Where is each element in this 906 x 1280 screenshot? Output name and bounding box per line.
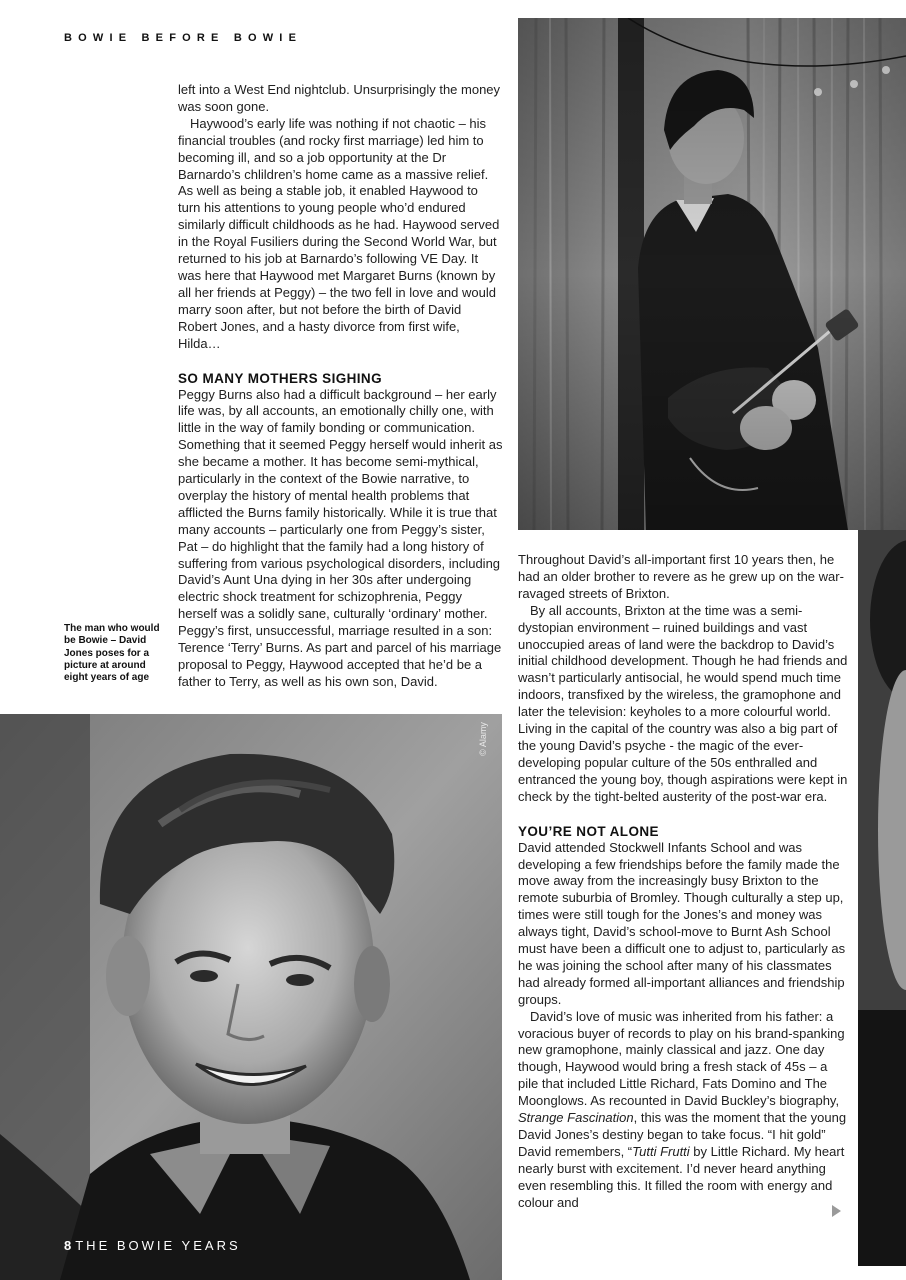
text-run: David’s love of music was inherited from his father: a voracious buyer of records to play on his brand-spanking new gramophone, mainly classical and jazz. One day though, Haywood would bring a fresh stack of 45s – a pile that included Little Richard, Fats Domino and The Moonglows. As recounted in David Buckley’s biography, — [518, 1008, 845, 1109]
paragraph: Haywood’s early life was nothing if not chaotic – his financial troubles (and rocky first marriage) led him to becoming ill, and so a job opportunity at the Dr Barnardo’s chlildren’s home came as a massive relief. As well as being a stable job, it enabled Haywood to turn his attentions to young people who’d endured similarly difficult childhoods as he had. Haywood served in the Royal Fusiliers during the Second World War, but returned to his job at Barnardo’s following VE Day. It was here that Haywood met Margaret Burns (known by all her friends at Peggy) – the two fell in love and would marry soon after, but not before the birth of David Robert Jones, and a hasty divorce from first wife, Hilda… — [178, 115, 500, 351]
text-run: by Little Richard. My heart nearly burst with excitement. I’d never heard anything even resembling this. It filled the room with energy and colour and — [518, 1143, 845, 1210]
photo-caption: The man who would be Bowie – David Jones poses for a picture at around eight years of age — [64, 623, 160, 684]
continue-arrow-icon — [832, 1205, 841, 1217]
paragraph: David attended Stockwell Infants School and was developing a few friendships before the family made the move away from the increasingly busy Brixton to the remote suburbia of Bromley. Though culturally a step up, times were still tough for the Jones’s and money was always tight, David’s school-move to Burnt Ash School must have been a difficult one to adjust to, particularly as he was joining the school after many of his classmates had already formed all-important alliances and friendship groups. — [518, 839, 846, 1007]
boy-portrait-photo — [0, 714, 502, 1280]
photo-credit-text: © Alamy — [477, 722, 488, 756]
paragraph: By all accounts, Brixton at the time was a semi-dystopian environment – ruined buildings and vast unoccupied areas of land were the backdrop to David’s initial childhood development. Though he had friends and wasn’t particularly antisocial, he would spend much time indoors, transfixed by the wireless, the gramophone and later the television: keyholes to a more colourful world. Living in the capital of the country was also a big part of the young David’s psyche - the magic of the ever-developing popular culture of the 50s enthralled and entranced the young boy, though aspirations were kept in check by the tight-belted austerity of the post-war era. — [518, 602, 848, 804]
paragraph: Throughout David’s all-important first 10 years then, he had an older brother to revere as he grew up on the war-ravaged streets of Brixton. — [518, 552, 844, 601]
right-edge-photo — [858, 530, 906, 1266]
paragraph: Peggy Burns also had a difficult background – her early life was, by all accounts, an emotionally chilly one, with little in the way of family bonding or communication. Something that it seemed Peggy herself would inherit as she became a mother. It has become semi-mythical, particularly in the context of the Bowie narrative, to overplay the history of mental health problems that afflicted the Burns family historically. While it is true that many accounts – particularly one from Peggy’s sister, Pat – do highlight that the family had a long history of suffering from various psychological disorders, including David’s Aunt Una dying in her 30s after undergoing electric shock treatment for schizophrenia, Peggy herself was a solidly sane, culturally ‘ordinary’ mother. Peggy’s first, unsuccessful, marriage resulted in a son: Terence ‘Terry’ Burns. As part and parcel of his marriage proposal to Peggy, Haywood accepted that he’d be a father to Terry, as well as his own son, David. — [178, 386, 503, 689]
article-column-left — [178, 82, 503, 691]
section-heading: YOU’RE NOT ALONE — [518, 823, 659, 839]
paragraph — [518, 1009, 848, 1212]
page-number: 8 — [64, 1238, 73, 1253]
book-title: Strange Fascination — [518, 1110, 634, 1126]
magazine-title: THE BOWIE YEARS — [75, 1238, 241, 1253]
running-head: BOWIE BEFORE BOWIE — [64, 32, 303, 44]
guitarist-photo — [518, 18, 906, 530]
photo-credit — [477, 718, 494, 762]
song-title: Tutti Frutti — [632, 1143, 690, 1159]
article-column-right — [518, 552, 848, 1212]
paragraph: left into a West End nightclub. Unsurprisingly the money was soon gone. — [178, 82, 501, 114]
text-run: , this was the moment that the young David Jones’s destiny began to take focus. “I hit gold” David remembers, “ — [518, 1110, 847, 1159]
page-folio — [64, 1238, 241, 1253]
section-heading: SO MANY MOTHERS SIGHING — [178, 370, 382, 386]
